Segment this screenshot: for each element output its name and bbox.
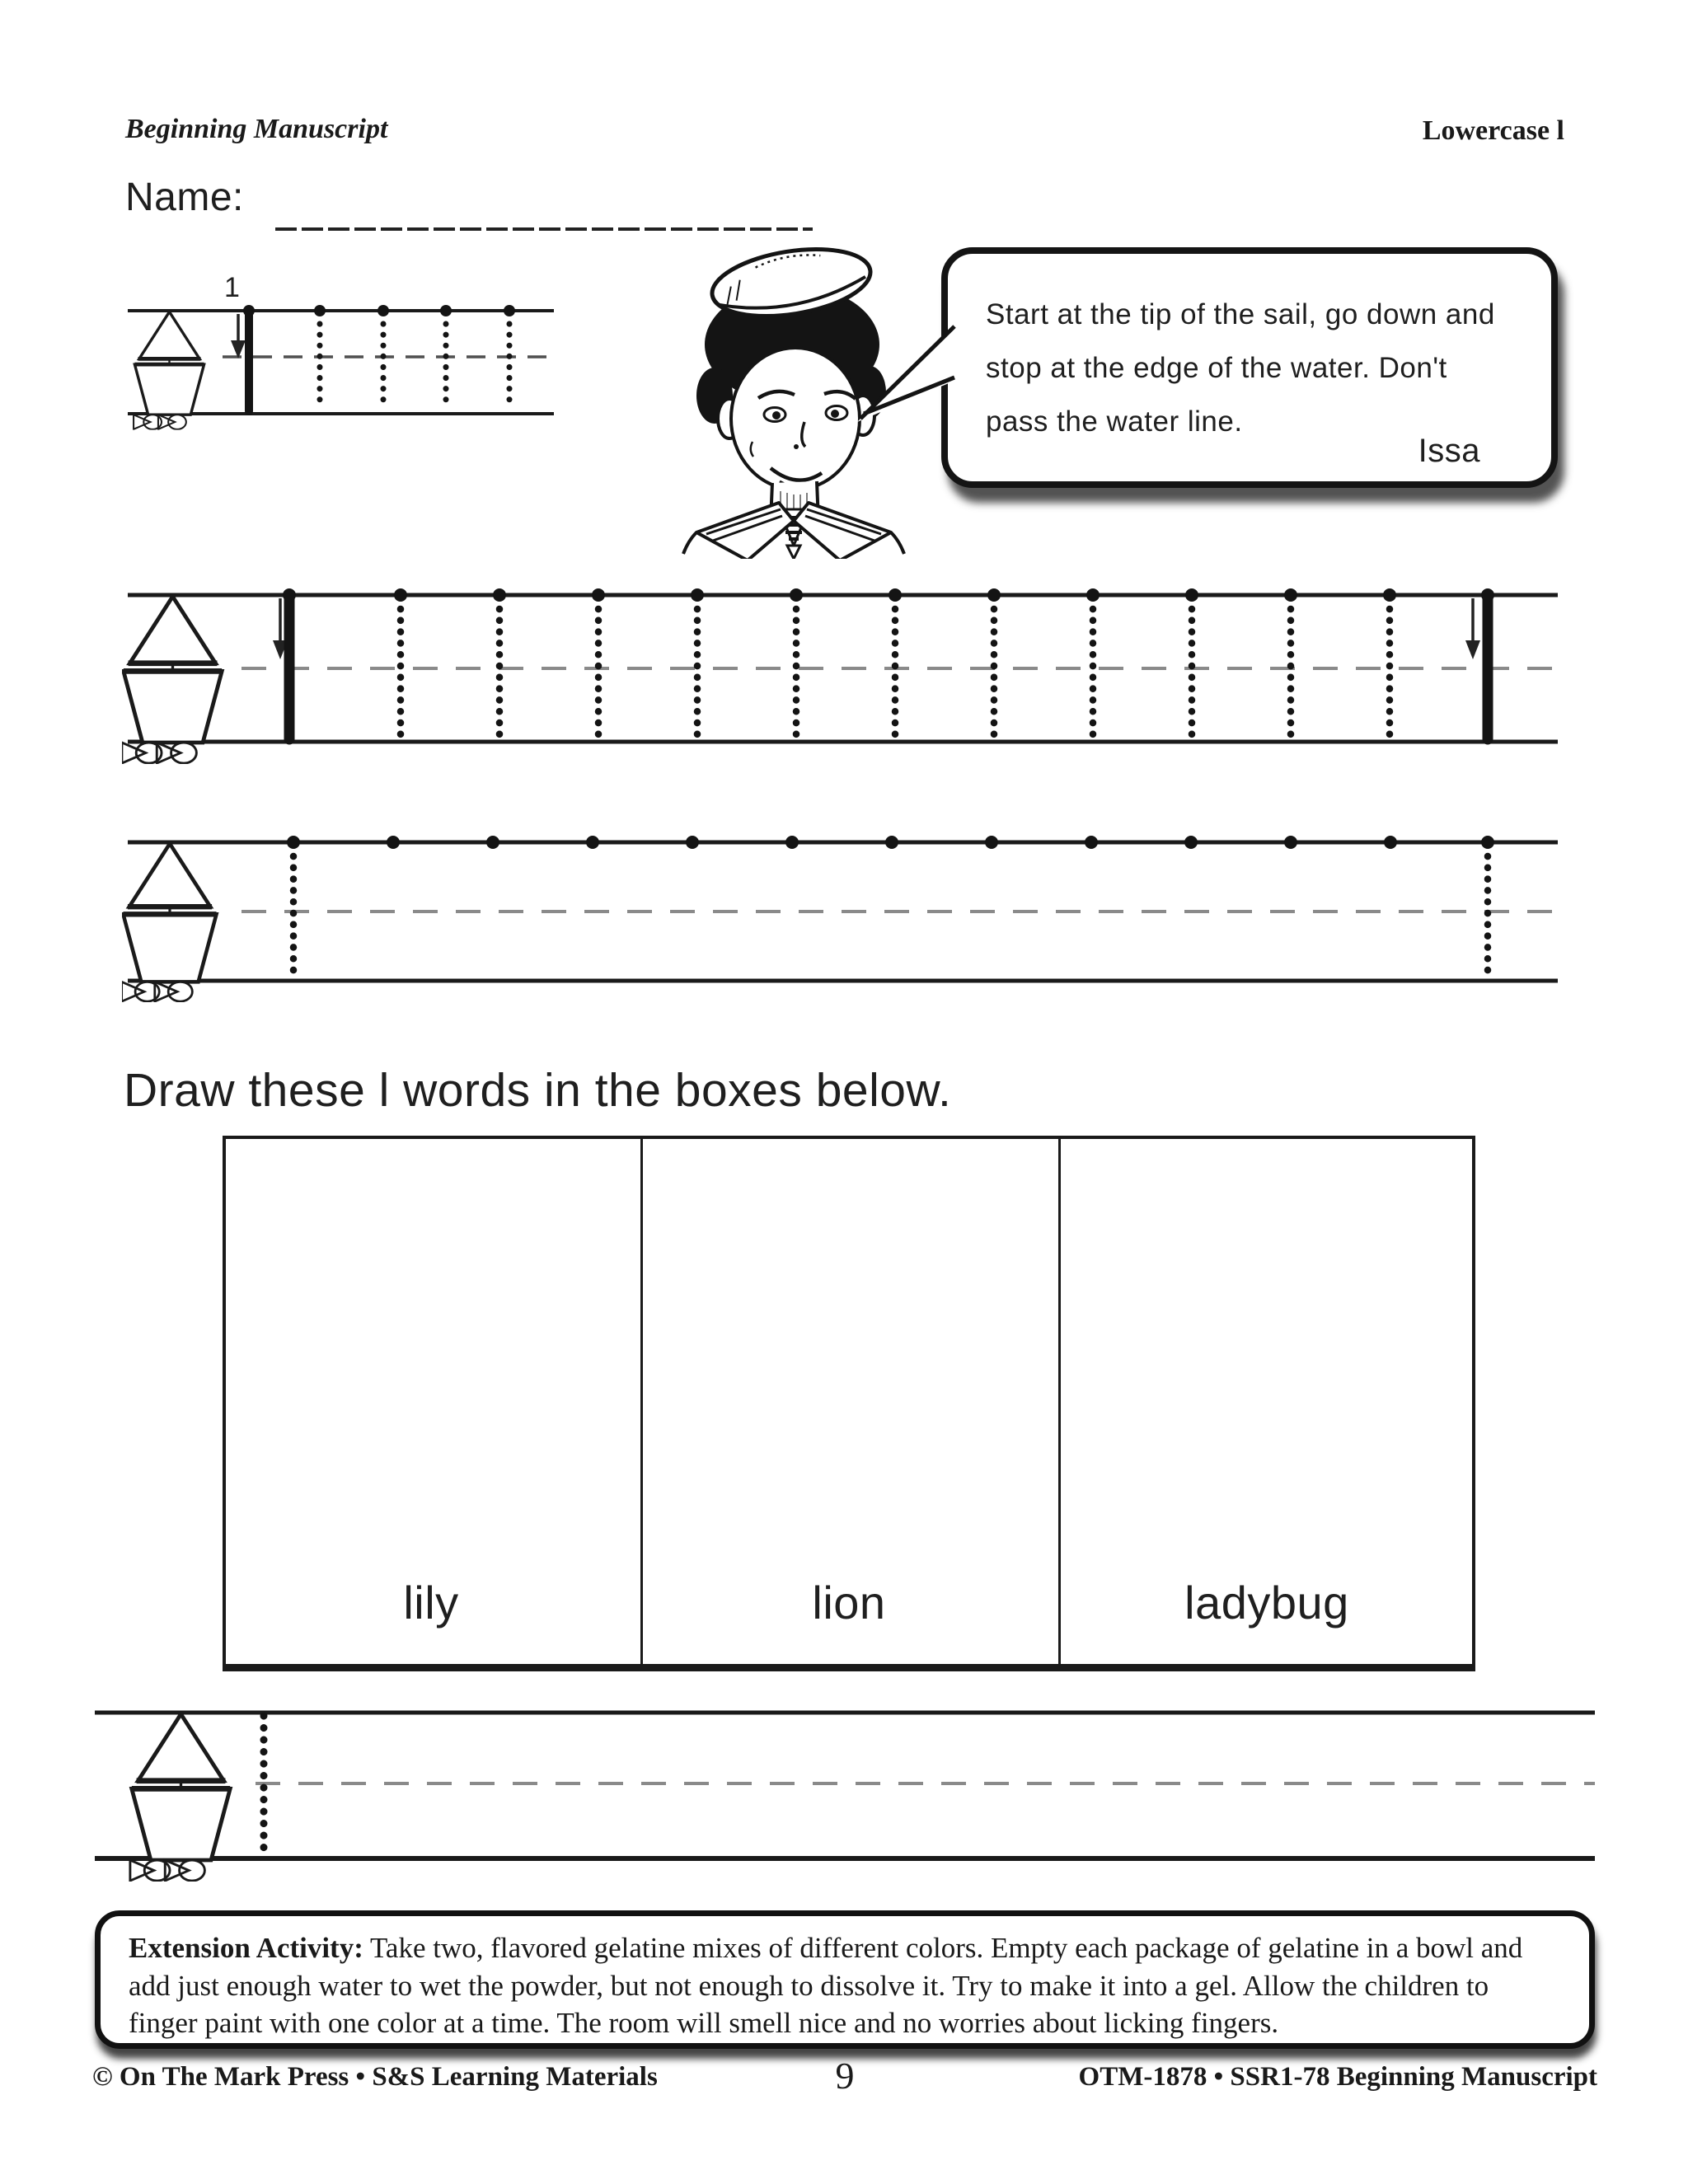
speech-line: Start at the tip of the sail, go down and bbox=[986, 298, 1495, 330]
word-label-ladybug: ladybug bbox=[1184, 1577, 1349, 1629]
practice-row-4 bbox=[87, 1691, 1603, 1897]
speech-line: stop at the edge of the water. Don't bbox=[986, 351, 1447, 384]
word-label-lion: lion bbox=[812, 1577, 886, 1629]
practice-row-2 bbox=[122, 575, 1564, 781]
down-arrow-icon bbox=[231, 314, 246, 359]
footer-publisher: © On The Mark Press • S&S Learning Materials bbox=[92, 2062, 658, 2092]
dotted-letter-l-strokes bbox=[394, 588, 1396, 738]
extension-activity-label: Extension Activity: bbox=[129, 1932, 363, 1964]
word-label-lily: lily bbox=[403, 1577, 459, 1629]
practice-row-3 bbox=[122, 823, 1564, 1029]
practice-row-1 bbox=[122, 293, 567, 457]
name-label: Name: bbox=[125, 176, 244, 219]
name-write-line bbox=[275, 227, 813, 231]
footer-product-code: OTM-1878 • SSR1-78 Beginning Manuscript bbox=[1078, 2062, 1597, 2092]
down-arrow-icon bbox=[1465, 598, 1480, 659]
extension-activity-text: Take two, flavored gelatine mixes of different colors. Empty each package of gelatine in a bowl and add just enough water to wet the powder, but not enough to dissolve it. Try to make it into a gel. Allow the children to finger paint with one color at a time. The room will smell nice and no worries about licking fingers. bbox=[129, 1932, 1523, 2039]
speech-line: pass the water line. bbox=[986, 405, 1243, 438]
speaker-name: Issa bbox=[1418, 433, 1480, 469]
speech-bubble bbox=[941, 247, 1558, 488]
header-series-title: Beginning Manuscript bbox=[125, 114, 388, 144]
extension-activity-box bbox=[95, 1910, 1595, 2049]
dotted-letter-l-stroke bbox=[1481, 836, 1494, 979]
sailboat-icon bbox=[122, 844, 217, 1001]
footer-page-number: 9 bbox=[835, 2055, 855, 2097]
stroke-order-number: 1 bbox=[224, 272, 241, 303]
header-lesson-title: Lowercase l bbox=[1422, 115, 1564, 146]
speech-bubble-tail bbox=[856, 323, 956, 430]
sailboat-icon bbox=[122, 597, 222, 763]
dotted-letter-l-stroke bbox=[287, 836, 300, 979]
instruction-text: Draw these l words in the boxes below. bbox=[124, 1064, 952, 1117]
sailboat-icon bbox=[130, 1714, 230, 1881]
sailboat-icon bbox=[134, 312, 204, 429]
